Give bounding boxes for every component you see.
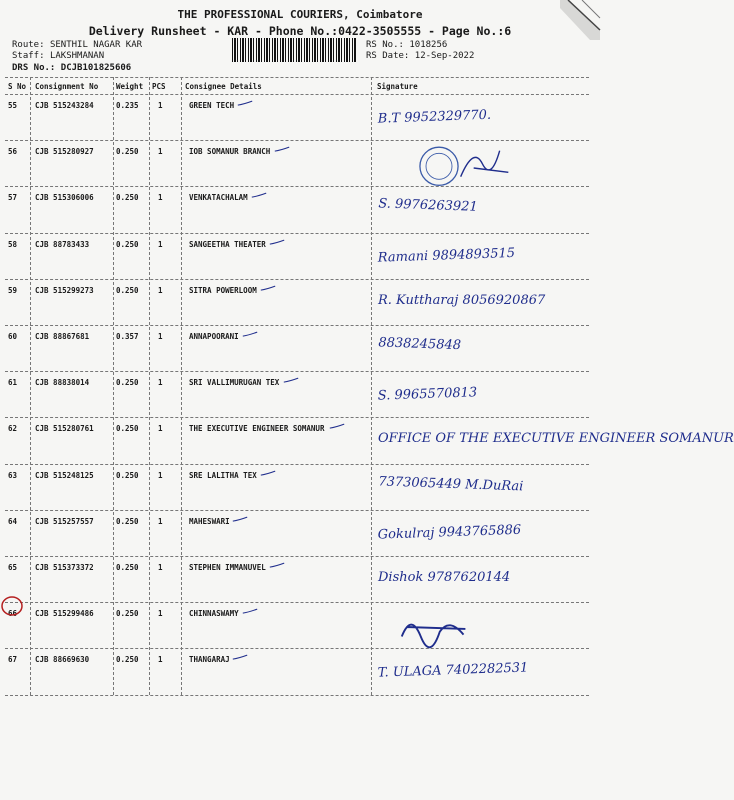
- cell-consignment: CJB 515257557: [35, 516, 94, 526]
- signature-57: S. 9976263921: [378, 196, 478, 216]
- cell-consignment: CJB 515243284: [35, 101, 94, 110]
- cell-pcs: 1: [158, 378, 163, 388]
- cell-weight: 0.250: [116, 655, 139, 665]
- staff-line: [12, 51, 104, 61]
- cell-weight: 0.250: [116, 470, 139, 480]
- signature-60: 8838245848: [378, 335, 462, 354]
- cell-consignee: CHINNASWAMY: [189, 609, 239, 619]
- cell-consignee: SANGEETHA THEATER: [189, 239, 266, 249]
- pen-tick-mark: [329, 423, 345, 430]
- rs-no-label: RS No.:: [366, 40, 404, 50]
- cell-weight: 0.250: [116, 563, 139, 572]
- pen-tick-mark: [237, 100, 253, 107]
- cell-consignee: SRI VALLIMURUGAN TEX: [189, 378, 280, 388]
- cell-weight: 0.250: [116, 424, 139, 434]
- row-rule: [5, 417, 589, 418]
- drs-value: DCJB101825606: [60, 63, 132, 73]
- cell-weight: 0.357: [116, 332, 139, 341]
- cell-consignee: STEPHEN IMMANUVEL: [189, 563, 266, 572]
- cell-consignment: CJB 515280927: [35, 147, 94, 157]
- staff-label: Staff:: [12, 51, 45, 61]
- pen-tick-mark: [274, 146, 290, 153]
- row-rule: [5, 648, 589, 649]
- route-value: SENTHIL NAGAR KAR: [49, 40, 143, 50]
- pen-tick-mark: [242, 608, 258, 615]
- cell-pcs: 1: [158, 655, 163, 665]
- cell-consignment: CJB 515248125: [35, 470, 94, 480]
- pen-tick-mark: [242, 331, 258, 338]
- row-rule: [5, 279, 589, 280]
- col-header-sno: S No: [8, 82, 27, 91]
- red-circle-mark: [0, 594, 24, 618]
- cell-pcs: 1: [158, 193, 163, 203]
- col-header-consignment: Consignment No: [35, 82, 99, 91]
- signature-64: Gokulraj 9943765886: [377, 522, 522, 543]
- row-rule: [5, 695, 589, 696]
- pen-tick-mark: [260, 285, 276, 292]
- signature-61: S. 9965570813: [377, 385, 478, 404]
- cell-pcs: 1: [158, 101, 163, 110]
- cell-pcs: 1: [158, 470, 163, 480]
- scan-corner-mark: [560, 0, 600, 40]
- cell-consignment: CJB 88867681: [35, 332, 90, 341]
- row-rule: [5, 602, 589, 603]
- cell-pcs: 1: [158, 332, 163, 341]
- route-label: Route:: [12, 40, 45, 50]
- cell-pcs: 1: [158, 424, 163, 434]
- cell-consignee: VENKATACHALAM: [189, 193, 248, 203]
- cell-consignment: CJB 515373372: [35, 563, 94, 572]
- runsheet-title: Delivery Runsheet - KAR - Phone No.:0422-3505555 - Page No.:6: [88, 24, 512, 38]
- cell-consignment: CJB 88669630: [35, 655, 90, 665]
- row-rule: [5, 371, 589, 372]
- bank-stamp-seal: [410, 142, 520, 194]
- cell-sno: 62: [8, 424, 18, 434]
- cell-sno: 64: [8, 516, 18, 526]
- pen-tick-mark: [251, 192, 267, 199]
- cell-weight: 0.235: [116, 101, 139, 110]
- cell-sno: 61: [8, 378, 18, 388]
- cell-consignment: CJB 88783433: [35, 239, 90, 249]
- route-line: [12, 40, 142, 50]
- rs-no-value: 1018256: [409, 40, 448, 50]
- cell-consignee: SRE LALITHA TEX: [189, 470, 257, 480]
- signature-59: R. Kuttharaj 8056920867: [378, 292, 546, 308]
- table-top-rule: [5, 77, 589, 78]
- cell-consignment: CJB 515299273: [35, 285, 94, 295]
- cell-sno: 66: [8, 609, 18, 619]
- cell-consignee: ANNAPOORANI: [189, 332, 239, 341]
- cell-pcs: 1: [158, 609, 163, 619]
- signature-62: OFFICE OF THE EXECUTIVE ENGINEER SOMANUR: [378, 431, 734, 447]
- pen-tick-mark: [269, 239, 285, 246]
- cell-weight: 0.250: [116, 285, 139, 295]
- col-header-pcs: PCS: [152, 82, 166, 91]
- cell-consignee: MAHESWARI: [189, 516, 230, 526]
- rs-date-value: 12-Sep-2022: [414, 51, 475, 61]
- cell-weight: 0.250: [116, 378, 139, 388]
- cell-weight: 0.250: [116, 609, 139, 619]
- cell-sno: 55: [8, 101, 18, 110]
- pen-tick-mark: [260, 470, 276, 477]
- col-header-signature: Signature: [377, 82, 418, 91]
- cell-pcs: 1: [158, 239, 163, 249]
- pen-tick-mark: [232, 654, 248, 661]
- signature-65: Dishok 9787620144: [378, 570, 511, 585]
- company-title: THE PROFESSIONAL COURIERS, Coimbatore: [177, 8, 423, 21]
- row-rule: [5, 140, 589, 141]
- cell-weight: 0.250: [116, 239, 139, 249]
- cell-pcs: 1: [158, 563, 163, 572]
- drs-label: DRS No.:: [12, 63, 56, 73]
- col-header-consignee: Consignee Details: [185, 82, 262, 91]
- cell-consignment: CJB 515299486: [35, 609, 94, 619]
- cell-sno: 57: [8, 193, 18, 203]
- signature-55: B.T 9952329770.: [377, 107, 492, 127]
- row-rule: [5, 233, 589, 234]
- cell-sno: 63: [8, 470, 18, 480]
- cell-consignee: SITRA POWERLOOM: [189, 285, 257, 295]
- cell-weight: 0.250: [116, 516, 139, 526]
- pen-tick-mark: [232, 516, 248, 523]
- row-rule: [5, 510, 589, 511]
- cell-pcs: 1: [158, 516, 163, 526]
- header-rule: [5, 94, 589, 95]
- barcode-image: [232, 38, 356, 62]
- cell-weight: 0.250: [116, 193, 139, 203]
- rs-date-line: [366, 51, 474, 61]
- cell-sno: 59: [8, 285, 18, 295]
- cell-consignment: CJB 88838014: [35, 378, 90, 388]
- scribble-signature-66: [395, 608, 475, 646]
- rs-date-label: RS Date:: [366, 51, 410, 61]
- signature-58: Ramani 9894893515: [377, 245, 516, 266]
- col-header-weight: Weight: [116, 82, 144, 91]
- cell-pcs: 1: [158, 285, 163, 295]
- pen-tick-mark: [283, 377, 299, 384]
- cell-consignment: CJB 515306006: [35, 193, 94, 203]
- cell-sno: 67: [8, 655, 18, 665]
- cell-consignee: THANGARAJ: [189, 655, 230, 665]
- cell-weight: 0.250: [116, 147, 139, 157]
- cell-sno: 56: [8, 147, 18, 157]
- cell-pcs: 1: [158, 147, 163, 157]
- drs-line: [12, 63, 131, 73]
- staff-value: LAKSHMANAN: [49, 51, 105, 61]
- signature-63: 7373065449 M.DuRai: [378, 473, 524, 494]
- cell-consignee: IOB SOMANUR BRANCH: [189, 147, 271, 157]
- row-rule: [5, 464, 589, 465]
- cell-consignee: THE EXECUTIVE ENGINEER SOMANUR: [189, 424, 325, 434]
- cell-consignment: CJB 515280761: [35, 424, 94, 434]
- cell-sno: 65: [8, 563, 18, 572]
- rs-no-line: [366, 40, 447, 50]
- cell-consignee: GREEN TECH: [189, 101, 235, 110]
- cell-sno: 58: [8, 239, 18, 249]
- signature-67: T. ULAGA 7402282531: [377, 660, 529, 682]
- pen-tick-mark: [269, 562, 285, 569]
- cell-sno: 60: [8, 332, 18, 341]
- row-rule: [5, 556, 589, 557]
- row-rule: [5, 325, 589, 326]
